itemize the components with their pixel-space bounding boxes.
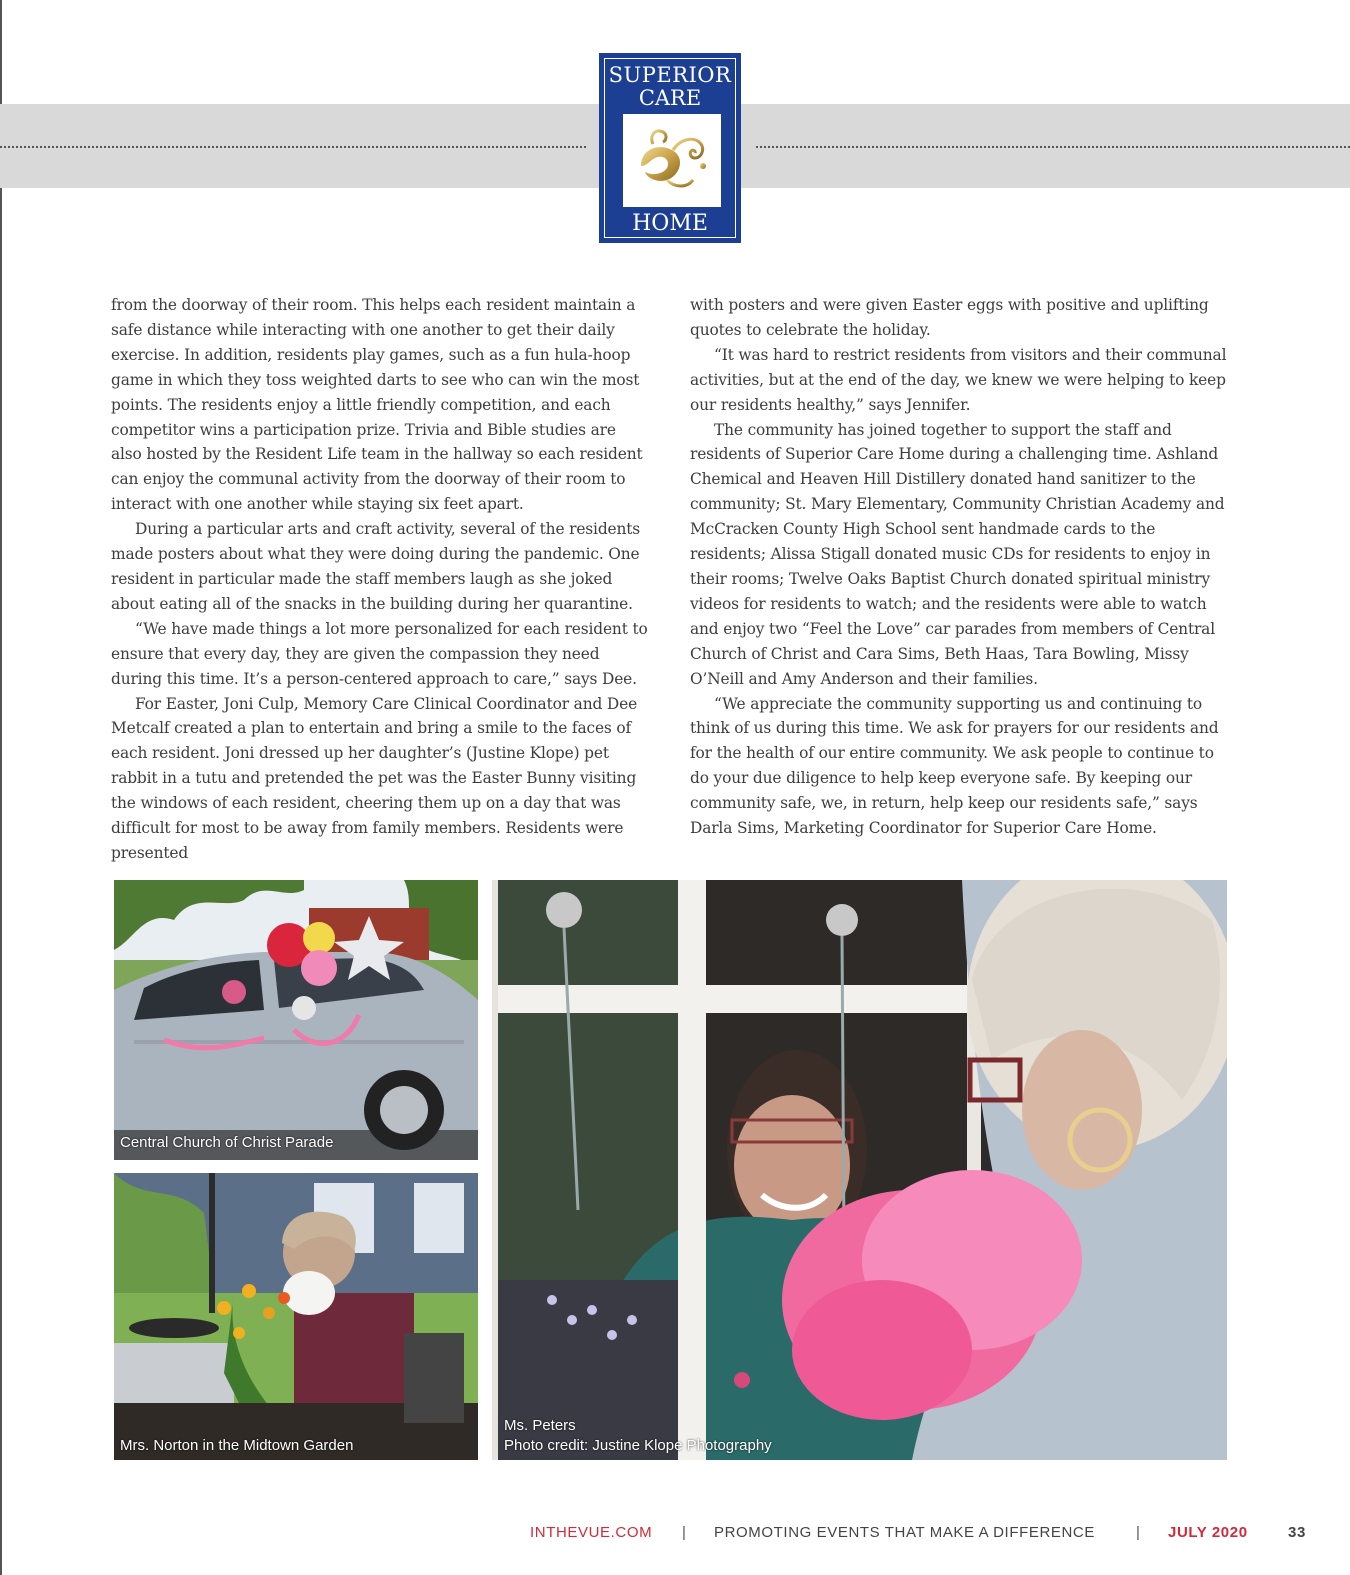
garden-photo: [114, 1173, 478, 1460]
left-margin-rule: [0, 188, 2, 1575]
logo-text-line2: CARE: [638, 86, 702, 110]
paragraph: with posters and were given Easter eggs with positive and uplifting quotes to celebrate the holiday.: [690, 296, 1209, 339]
paragraph: For Easter, Joni Culp, Memory Care Clinical Coordinator and Dee Metcalf created a plan to entertain and bring a smile to the faces of each resident. Joni dressed up her daughter’s (Justine Klope) pet rabbit in a tutu and pretended the pet was the Easter Bunny visiting the windows of each resident, cheering them up on a day that was difficult for most to be away from family members. Residents were presented: [111, 694, 638, 862]
paragraph: “It was hard to restrict residents from visitors and their communal activities, but at the end of the day, we knew we were helping to keep our residents healthy,” says Jennifer.: [690, 345, 1227, 414]
footer-tagline: PROMOTING EVENTS THAT MAKE A DIFFERENCE: [714, 1524, 1095, 1541]
banner-dotted-line-left: [0, 146, 586, 148]
parade-photo: [114, 880, 478, 1160]
paragraph: from the doorway of their room. This helps each resident maintain a safe distance while interacting with one another to get their daily exercise. In addition, residents play games, such as a fun hula-hoop game in which they toss weighted darts to see who can win the most points. The residents enjoy a little friendly competition, and each competitor wins a participation prize. Trivia and Bible studies are also hosted by the Resident Life team in the hallway so each resident can enjoy the communal activity from the doorway of their room to interact with one another while staying six feet apart.: [111, 296, 643, 514]
left-margin-rule: [0, 0, 2, 104]
paragraph: “We appreciate the community supporting us and continuing to think of us during this time. We ask for prayers for our residents and for the health of our entire community. We ask people to continue to do your due diligence to help keep everyone safe. By keeping our community safe, we, in return, help keep our residents safe,” says Darla Sims, Marketing Coordinator for Superior Care Home.: [690, 694, 1219, 838]
photo-caption: Central Church of Christ Parade: [120, 1134, 334, 1151]
photo-caption: Ms. Peters: [504, 1417, 576, 1434]
logo-text-line3: HOME: [632, 211, 708, 236]
footer-separator: |: [1136, 1524, 1141, 1541]
page-number: 33: [1288, 1524, 1306, 1541]
paragraph: “We have made things a lot more personalized for each resident to ensure that every day, they are given the compassion they need during this time. It’s a person-centered approach to care,” says Dee.: [111, 619, 648, 688]
banner-dotted-line-right: [756, 146, 1350, 148]
logo-text-line1: SUPERIOR: [608, 63, 732, 87]
paragraph: The community has joined together to support the staff and residents of Superior Care Home during a challenging time. Ashland Chemical and Heaven Hill Distillery donated hand sanitizer to the community; St. Mary Elementary, Community Christian Academy and McCracken County High School sent handmade cards to the residents; Alissa Stigall donated music CDs for residents to enjoy in their rooms; Twelve Oaks Baptist Church donated spiritual ministry videos for residents to watch; and the residents were able to watch and enjoy two “Feel the Love” car parades from members of Central Church of Christ and Cara Sims, Beth Haas, Tara Bowling, Missy O’Neill and Amy Anderson and their families.: [690, 420, 1225, 688]
photo-caption: Mrs. Norton in the Midtown Garden: [120, 1437, 354, 1454]
superior-care-home-logo: [599, 53, 741, 243]
footer-separator: |: [682, 1524, 687, 1541]
gold-flourish-emblem-icon: [623, 114, 721, 207]
window-visit-photo: [492, 880, 1227, 1460]
article-column-2: [690, 293, 1230, 841]
footer-issue-date: JULY 2020: [1168, 1524, 1248, 1541]
paragraph: During a particular arts and craft activity, several of the residents made posters about what they were doing during the pandemic. One resident in particular made the staff members laugh as she joked about eating all of the snacks in the building during her quarantine.: [111, 520, 641, 613]
page-footer: [0, 1522, 1350, 1544]
footer-site-link[interactable]: INTHEVUE.COM: [530, 1524, 653, 1541]
article-column-1: [111, 293, 651, 866]
photo-credit: Photo credit: Justine Klope Photography: [504, 1437, 772, 1454]
